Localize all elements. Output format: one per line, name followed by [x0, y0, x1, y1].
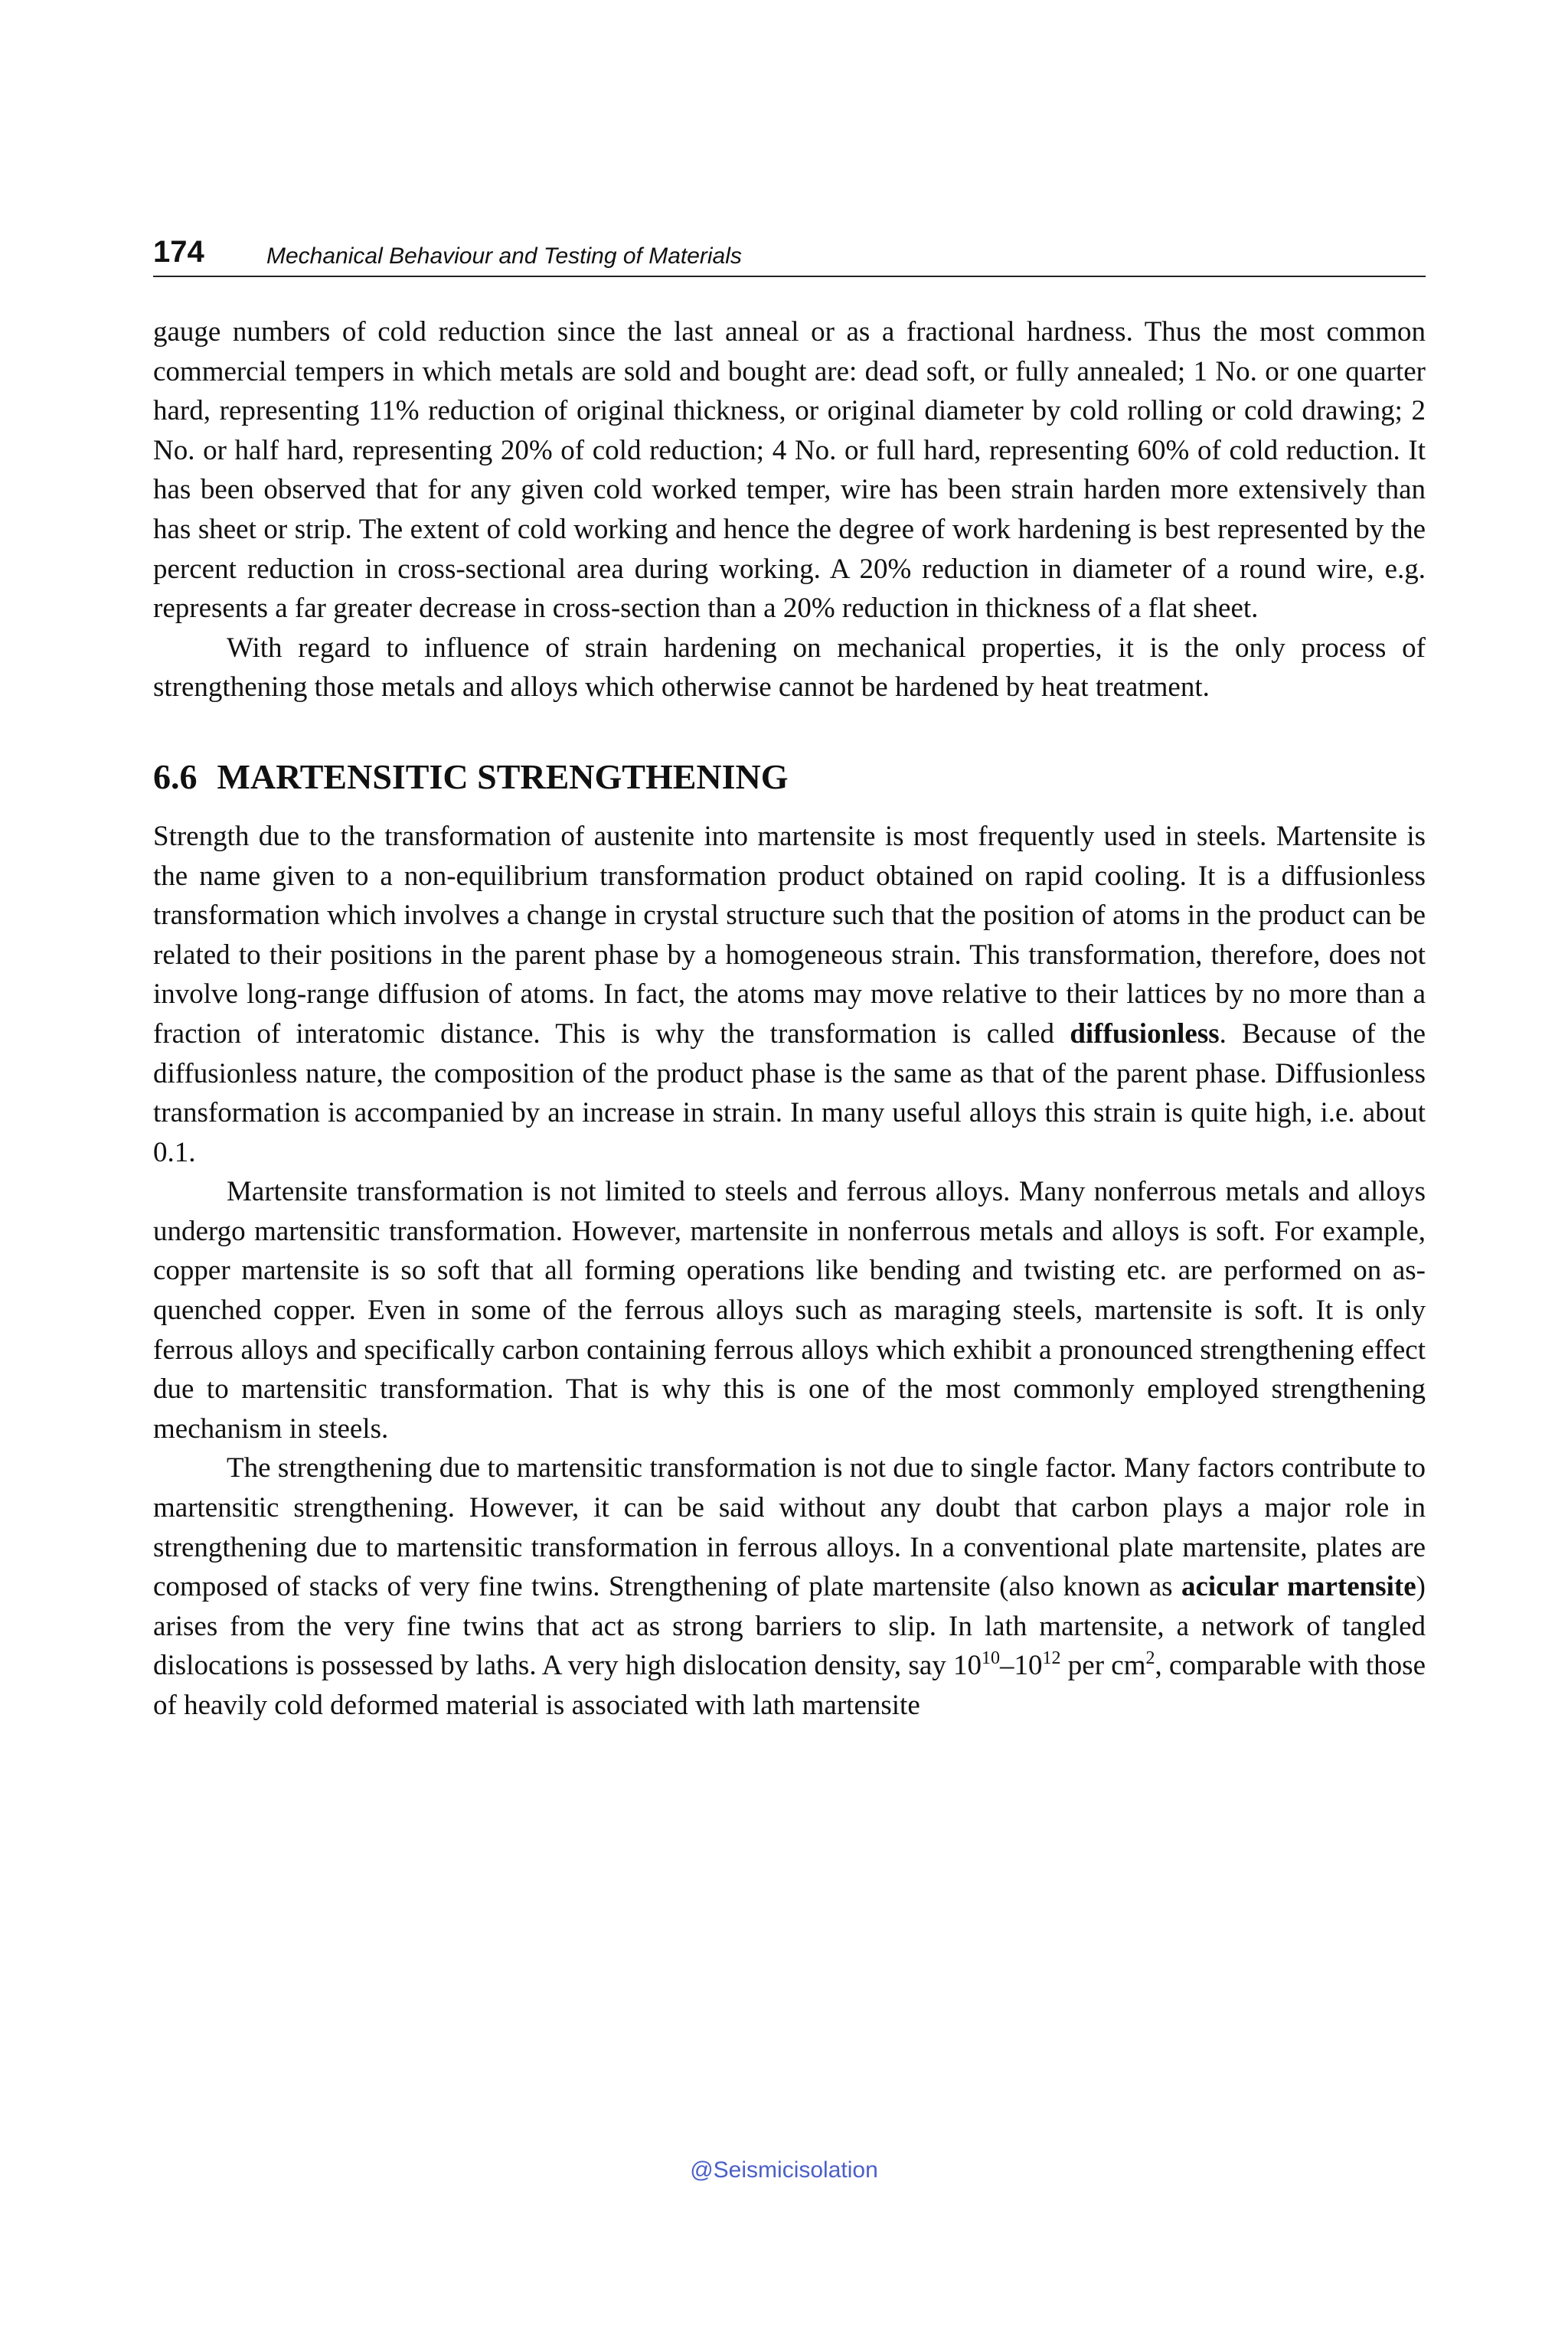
- section-heading: [153, 754, 1426, 800]
- paragraph-cold-reduction: gauge numbers of cold reduction since the last anneal or as a fractional hardness. Thus the most common commercial tempers in which metals are sold and bought are: dead soft, or fully annealed; 1 No. or one quarter hard, representing 11% reduction of original thickness, or original diameter by cold rolling or cold drawing; 2 No. or half hard, representing 20% of cold reduction; 4 No. or full hard, representing 60% of cold reduction. It has been observed that for any given cold worked temper, wire has been strain harden more extensively than has sheet or strip. The extent of cold working and hence the degree of work hardening is best represented by the percent reduction in cross-sectional area during working. A 20% reduction in diameter of a round wire, e.g. represents a far greater decrease in cross-section than a 20% reduction in thickness of a flat sheet.: [153, 316, 1426, 625]
- superscript-exponent: 2: [1145, 1648, 1155, 1669]
- paragraph-nonferrous-martensite: Martensite transformation is not limited to steels and ferrous alloys. Many nonferrous metals and alloys undergo martensitic transformation. However, martensite in nonferrous metals and alloys is soft. For example, copper martensite is so soft that all forming operations like bending and twisting etc. are performed on as-quenched copper. Even in some of the ferrous alloys such as maraging steels, martensite is soft. It is only ferrous alloys and specifically carbon containing ferrous alloys which exhibit a pronounced strengthening effect due to martensitic transformation. That is why this is one of the most commonly employed strengthening mechanism in steels.: [153, 1176, 1426, 1445]
- superscript-exponent: 12: [1042, 1648, 1061, 1669]
- paragraph-martensitic-strengthening: The strengthening due to martensitic transformation is not due to single factor. Many factors contribute to martensitic strengthening. However, it can be said without any doubt that carbon plays a major role in strengthening due to martensitic transformation in ferrous alloys. In a conventional plate martensite, plates are composed of stacks of very fine twins. Strengthening of plate martensite (also known as acicular martensite) arises from the very fine twins that act as strong barriers to slip. In lath martensite, a network of tangled dislocations is possessed by laths. A very high dislocation density, say $10^{10}-10^{12}$ per $cm^2$, comparable with those of heavily cold deformed material is associated with lath martensite: [153, 1452, 1426, 1721]
- term-diffusionless: diffusionless: [1070, 1017, 1220, 1050]
- section-number: 6.6: [153, 756, 198, 796]
- running-title: Mechanical Behaviour and Testing of Materials: [266, 243, 742, 269]
- paragraph-martensite-definition: Strength due to the transformation of austenite into martensite is most frequently used in steels. Martensite is the name given to a non-equilibrium transformation product obtained on rapid cooling. It is a diffusionless transformation which involves a change in crystal structure such that the position of atoms in the product can be related to their positions in the parent phase by a homogeneous strain. This transformation, therefore, does not involve long-range diffusion of atoms. In fact, the atoms may move relative to their lattices by no more than a fraction of interatomic distance. This is why the transformation is called diffusionless. Because of the diffusionless nature, the composition of the product phase is the same as that of the parent phase. Diffusionless transformation is accompanied by an increase in strain. In many useful alloys this strain is quite high, i.e. about 0.1.: [153, 820, 1426, 1168]
- paragraph-strain-hardening: With regard to influence of strain hardening on mechanical properties, it is the only process of strengthening those metals and alloys which otherwise cannot be hardened by heat treatment.: [153, 632, 1426, 704]
- section-title: MARTENSITIC STRENGTHENING: [217, 756, 789, 796]
- superscript-exponent: 10: [982, 1648, 1001, 1669]
- book-page: [153, 230, 1426, 1726]
- page-number: 174: [153, 235, 204, 269]
- body-text: [153, 312, 1426, 1726]
- term-acicular-martensite: acicular martensite: [1181, 1571, 1416, 1603]
- running-header: [153, 230, 1426, 277]
- watermark: @Seismicisolation: [690, 2157, 878, 2183]
